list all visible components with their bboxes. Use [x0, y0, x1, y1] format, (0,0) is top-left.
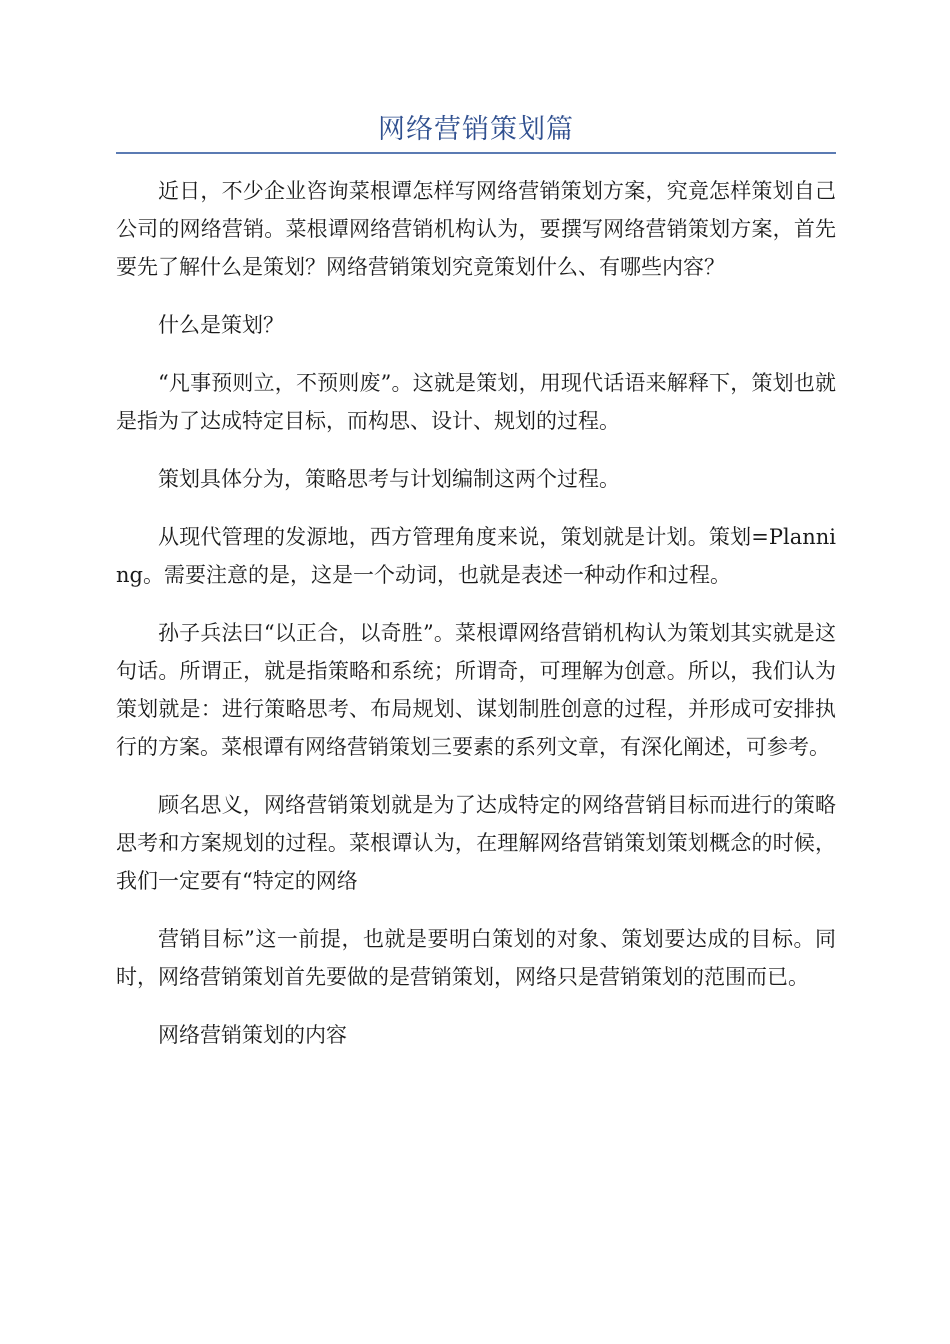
paragraph: 孙子兵法曰“以正合，以奇胜”。菜根谭网络营销机构认为策划其实就是这句话。所谓正，就是指策略和系统；所谓奇，可理解为创意。所以，我们认为策划就是：进行策略思考、布局规划、谋划制胜创意的过程，并形成可安排执行的方案。菜根谭有网络营销策划三要素的系列文章，有深化阐述，可参考。 [116, 621, 836, 759]
title-underline [116, 152, 836, 154]
paragraph: 策划具体分为，策略思考与计划编制这两个过程。 [158, 467, 620, 491]
paragraph: 顾名思义，网络营销策划就是为了达成特定的网络营销目标而进行的策略思考和方案规划的过程。菜根谭认为，在理解网络营销策划策划概念的时候，我们一定要有“特定的网络 [116, 793, 836, 893]
paragraph: “凡事预则立，不预则废”。这就是策划，用现代话语来解释下，策划也就是指为了达成特定目标，而构思、设计、规划的过程。 [116, 371, 836, 433]
section-heading-what-is-planning: 什么是策划？ [158, 313, 284, 337]
document-title: 网络营销策划篇 [378, 114, 574, 145]
paragraph: 近日，不少企业咨询菜根谭怎样写网络营销策划方案，究竟怎样策划自己公司的网络营销。菜根谭网络营销机构认为，要撰写网络营销策划方案，首先要先了解什么是策划？网络营销策划究竟策划什么、有哪些内容？ [116, 179, 836, 279]
section-heading-content: 网络营销策划的内容 [158, 1023, 347, 1047]
paragraph: 从现代管理的发源地，西方管理角度来说，策划就是计划。策划=Planning。需要注意的是，这是一个动词，也就是表述一种动作和过程。 [116, 525, 836, 587]
document-page [116, 110, 836, 1074]
paragraph: 营销目标”这一前提，也就是要明白策划的对象、策划要达成的目标。同时，网络营销策划首先要做的是营销策划，网络只是营销策划的范围而已。 [116, 927, 836, 989]
